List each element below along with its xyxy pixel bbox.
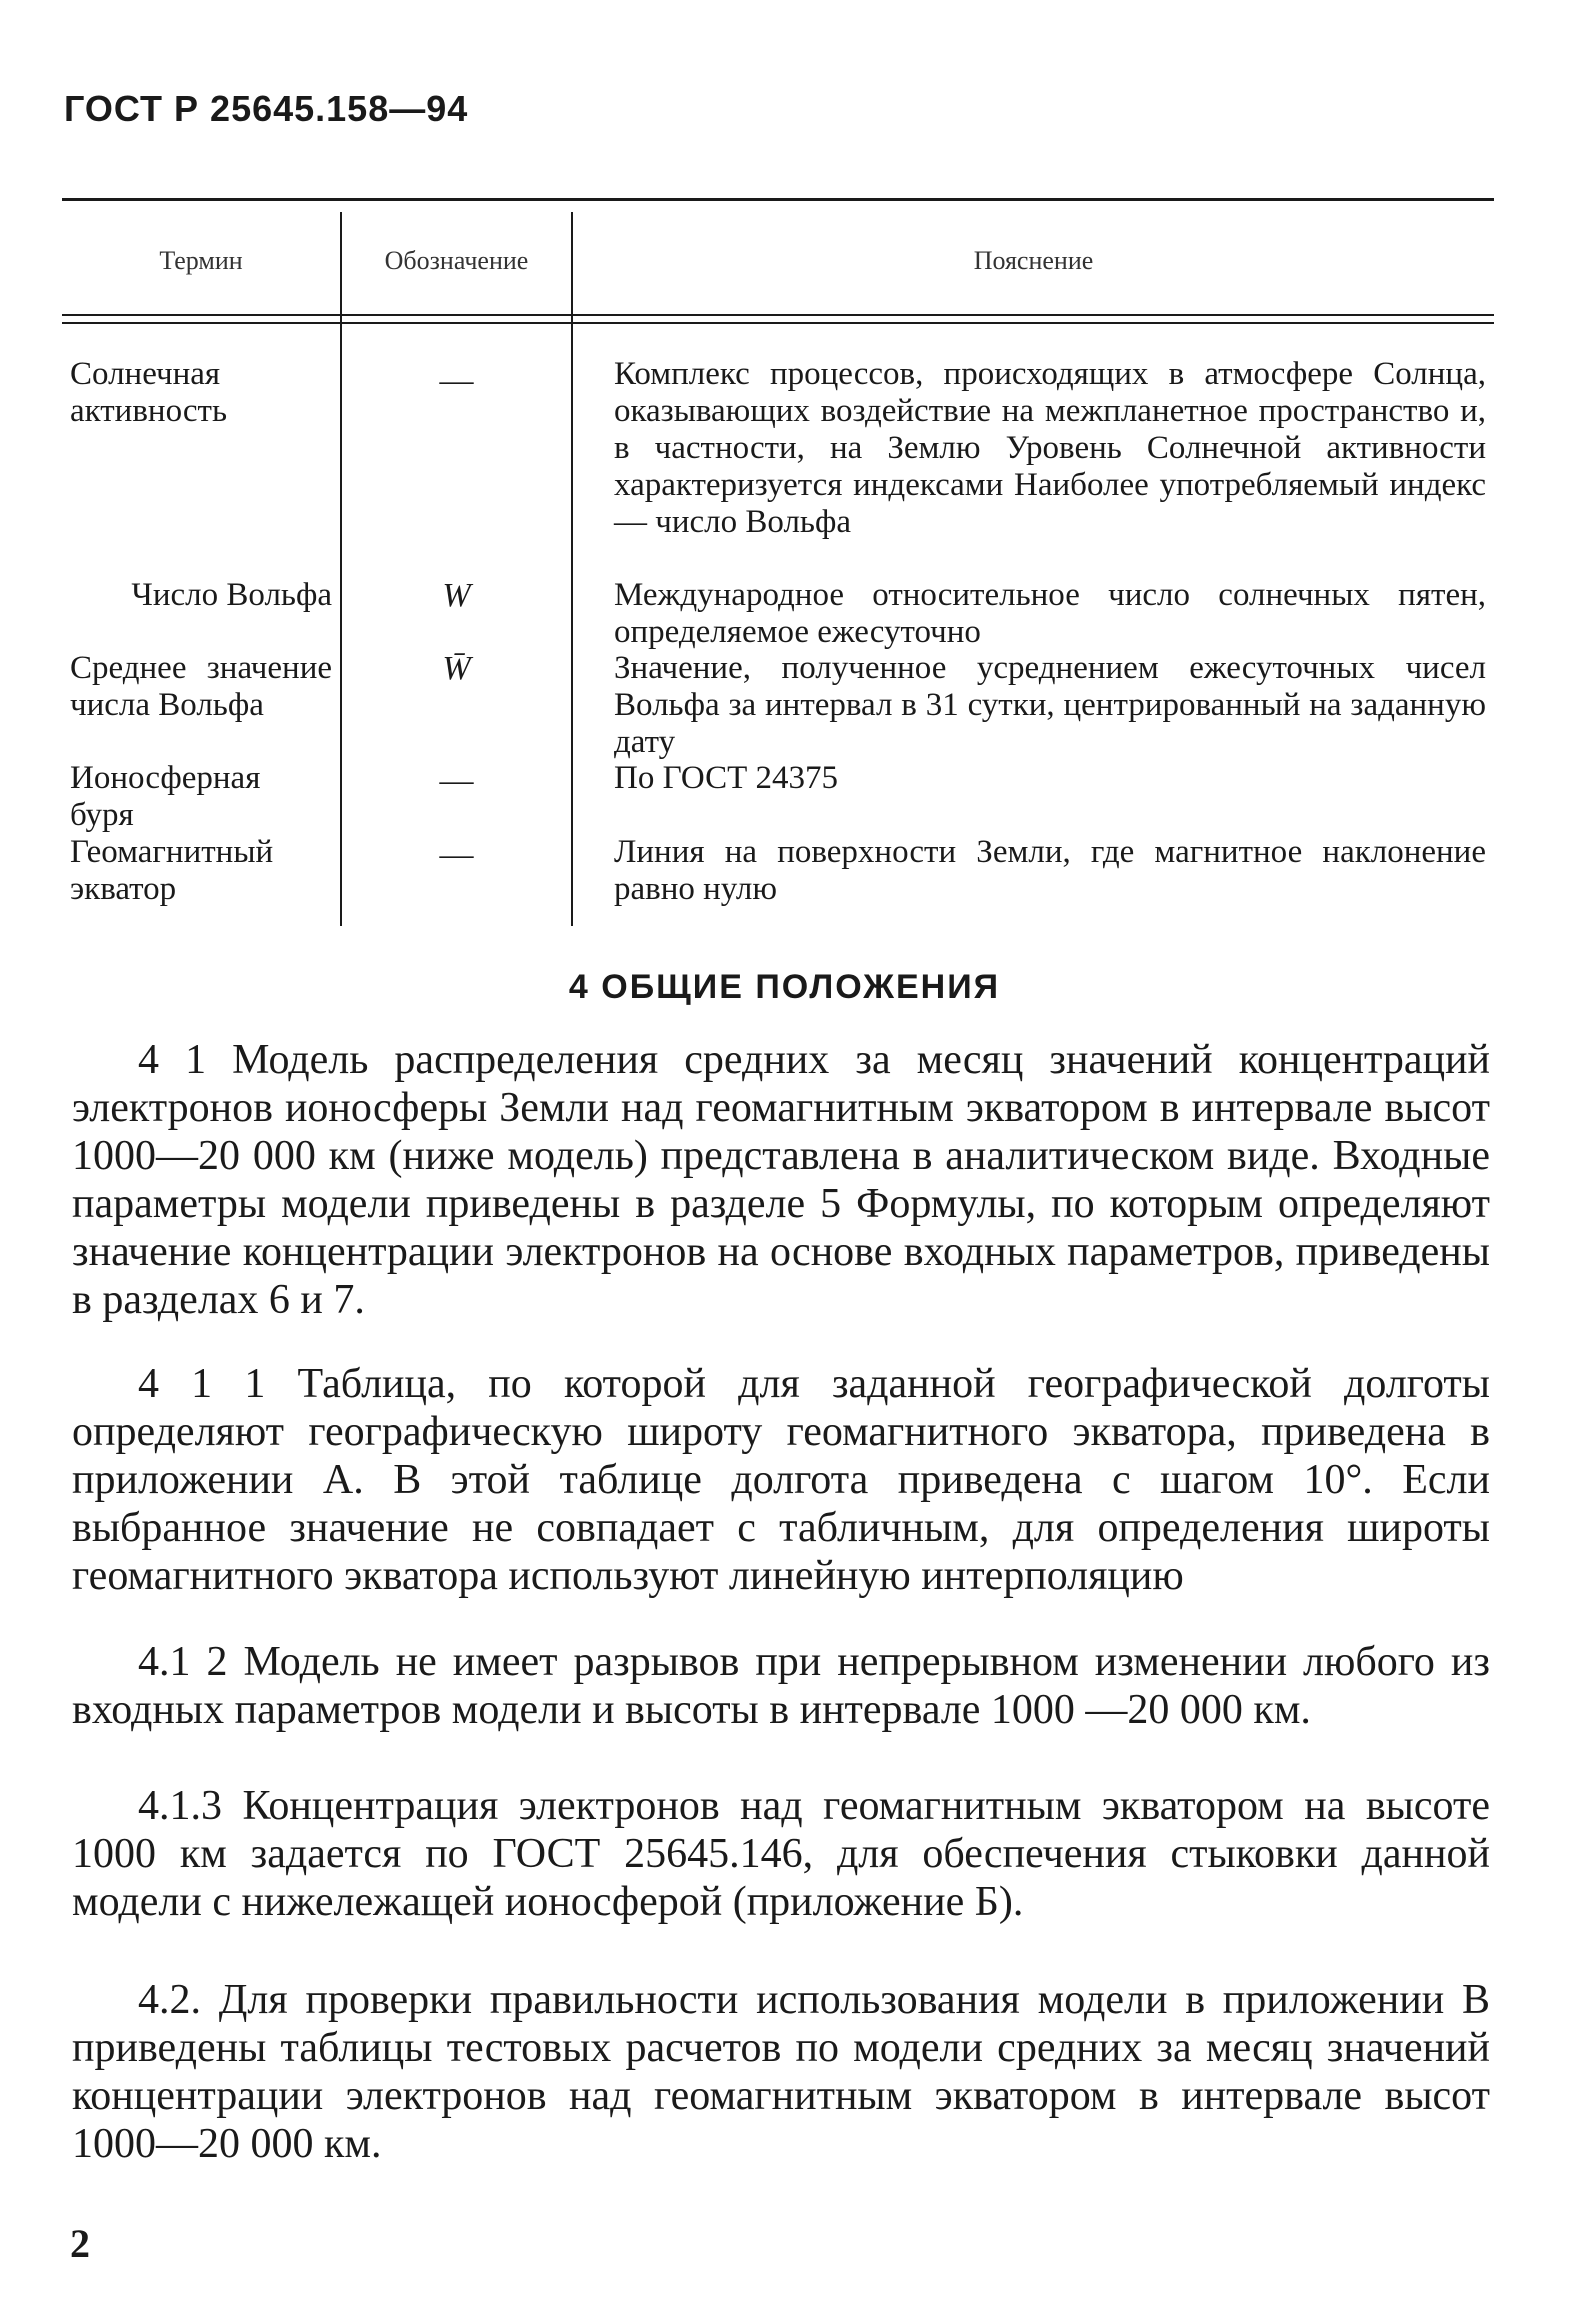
column-divider bbox=[571, 212, 573, 926]
table-row-symbol: W bbox=[442, 577, 471, 614]
table-row-explanation: Значение, полученное усреднением ежесуточных чисел Вольфа за интервал в 31 сутки, центрированный на заданную дату bbox=[614, 650, 1486, 760]
paragraph: 4.1.3 Концентрация электронов над геомагнитным экватором на высоте 1000 км задается по ГОСТ 25645.146, для обеспечения стыковки данной модели с нижележащей ионосферой (приложение Б). bbox=[72, 1783, 1490, 1925]
paragraph: 4 1 1 Таблица, по которой для заданной географической долготы определяют географическую широту геомагнитного экватора, приведена в приложении А. В этой таблице долгота приведена с шагом 10°. Если выбранное значение не совпадает с табличным, для определения широты геомагнитного экватора используют линейную интерполяцию bbox=[72, 1361, 1490, 1599]
table-header-rule-2 bbox=[62, 322, 1494, 324]
table-row-explanation: Комплекс процессов, происходящих в атмосфере Солнца, оказывающих воздействие на межпланетное пространство и, в частности, на Землю Уровень Солнечной активности характеризуется индексами Наиболее употребляемый индекс — число Вольфа bbox=[614, 356, 1486, 540]
table-row-term: Среднее значение числа Вольфа bbox=[70, 650, 332, 723]
column-header-explanation: Пояснение bbox=[973, 246, 1094, 275]
section-title: 4 ОБЩИЕ ПОЛОЖЕНИЯ bbox=[568, 968, 1001, 1006]
table-header-rule bbox=[62, 314, 1494, 316]
table-row-term: Геомагнитный экватор bbox=[70, 834, 274, 907]
table-row-explanation: Линия на поверхности Земли, где магнитное наклонение равно нулю bbox=[614, 834, 1486, 907]
table-row-symbol: — bbox=[439, 762, 474, 799]
table-top-rule bbox=[62, 198, 1494, 201]
table-row-symbol: W̄ bbox=[442, 650, 471, 687]
paragraph: 4 1 Модель распределения средних за месяц значений концентраций электронов ионосферы Земли над геомагнитным экватором в интервале высот 1000—20 000 км (ниже модель) представлена в аналитическом виде. Входные параметры модели приведены в разделе 5 Формулы, по которым определяют значение концентрации электронов на основе входных параметров, приведены в разделах 6 и 7. bbox=[72, 1037, 1490, 1323]
table-row-explanation: Международное относительное число солнечных пятен, определяемое ежесуточно bbox=[614, 577, 1486, 650]
paragraph: 4.2. Для проверки правильности использования модели в приложении В приведены таблицы тестовых расчетов по модели средних за месяц значений концентрации электронов над геомагнитным экватором в интервале высот 1000—20 000 км. bbox=[72, 1977, 1490, 2167]
paragraph: 4.1 2 Модель не имеет разрывов при непрерывном изменении любого из входных параметров модели и высоты в интервале 1000 —20 000 км. bbox=[72, 1639, 1490, 1733]
document-id: ГОСТ Р 25645.158—94 bbox=[64, 88, 469, 129]
column-divider bbox=[340, 212, 342, 926]
column-header-symbol: Обозначение bbox=[384, 246, 529, 275]
table-row-term: Ионосферная буря bbox=[70, 760, 261, 833]
table-row-symbol: — bbox=[439, 836, 474, 873]
table-row-symbol: — bbox=[439, 362, 474, 399]
table-row-term: Число Вольфа bbox=[131, 577, 332, 613]
page-number: 2 bbox=[70, 2221, 90, 2266]
table-row-term: Солнечная активность bbox=[70, 356, 228, 429]
column-header-term: Термин bbox=[159, 246, 243, 275]
table-row-explanation: По ГОСТ 24375 bbox=[614, 760, 838, 796]
